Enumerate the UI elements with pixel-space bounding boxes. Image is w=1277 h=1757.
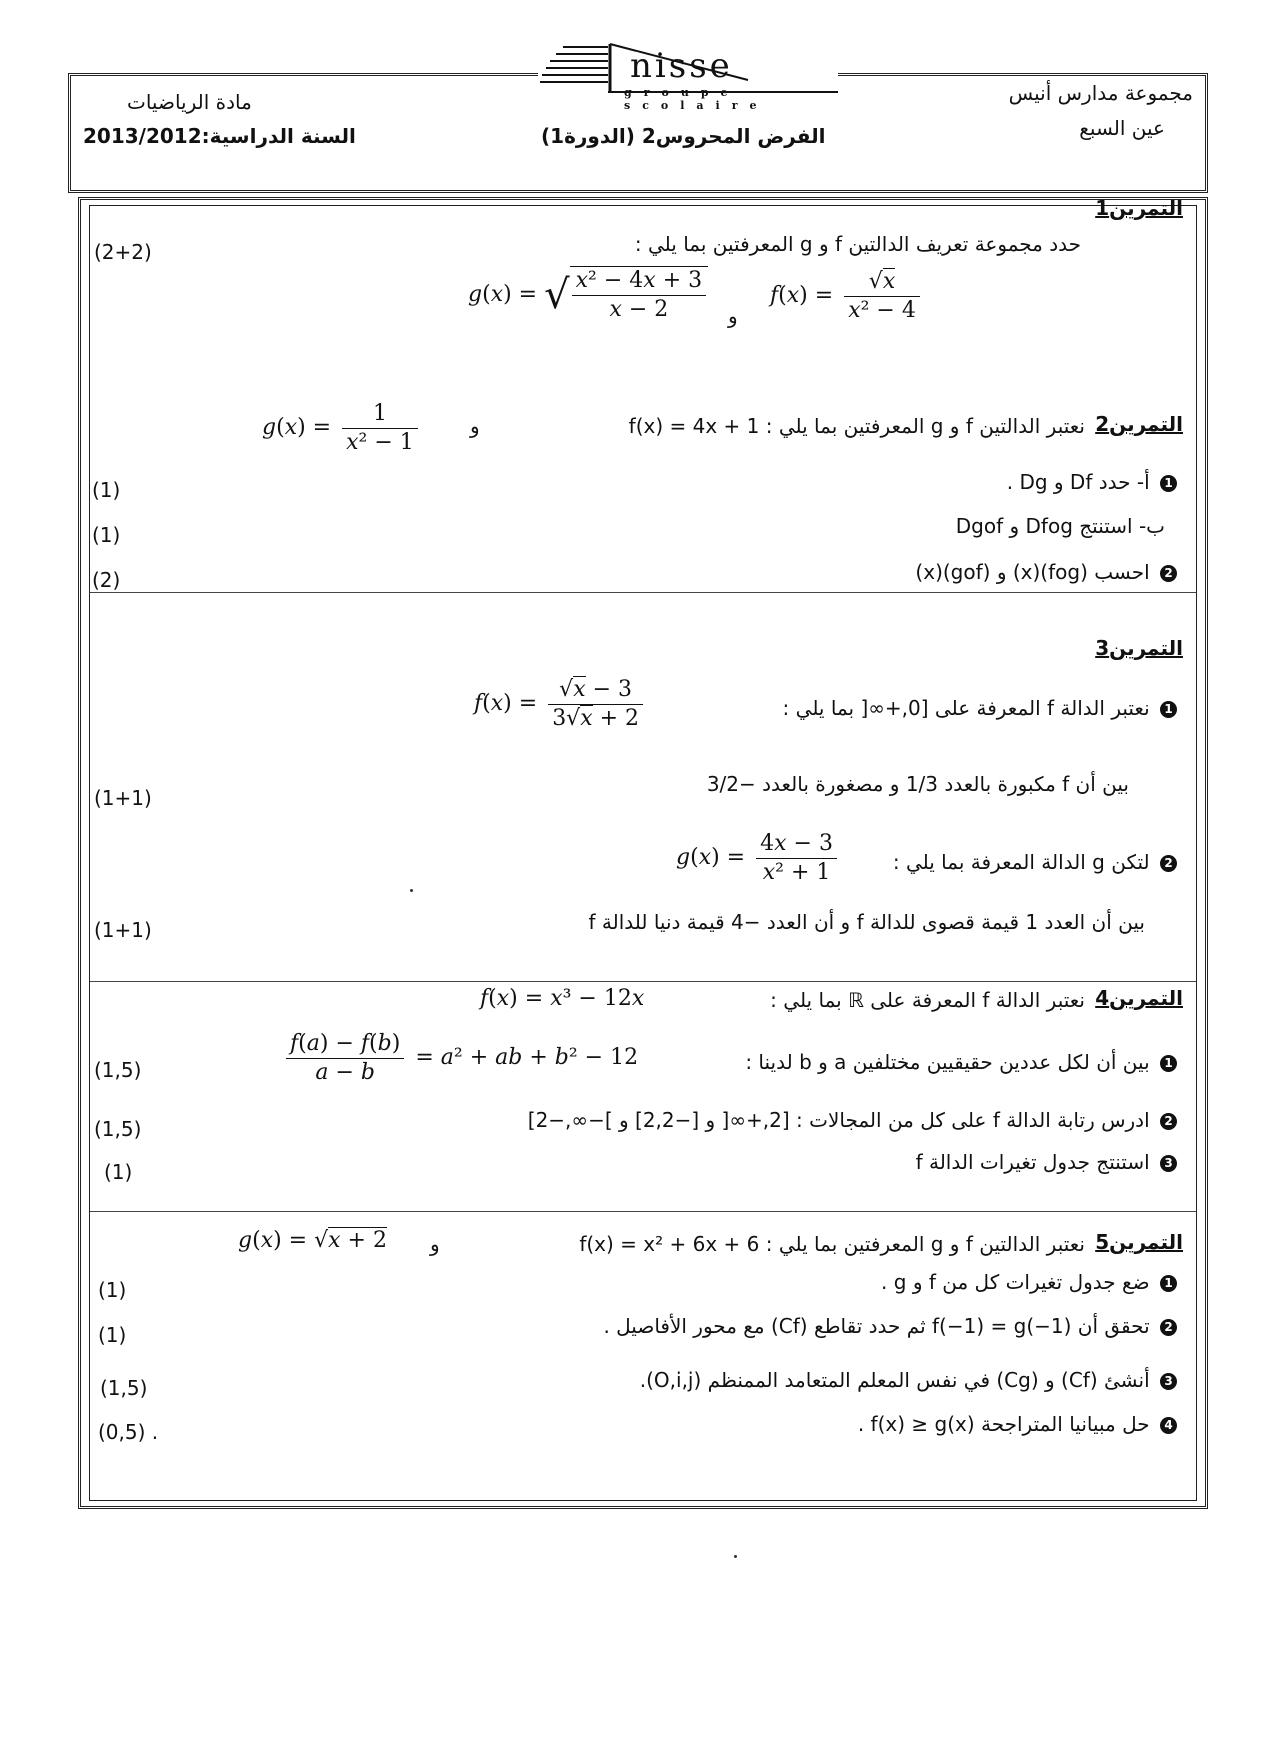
ex3-g-formula: g(x) = $\frac{4x - 3}{\text{x² + 1}}$ xyxy=(676,830,841,886)
ex3-points-2: (1+1) xyxy=(94,918,152,942)
ex3-f-formula: f(x) = $\frac{√x - 3}{3√x + 2}$ xyxy=(474,676,647,732)
ex4-q3: 3 استنتج جدول تغيرات الدالة f xyxy=(916,1150,1177,1174)
ex2-points-2: (1) xyxy=(92,523,121,547)
ex3-title: التمرين3 xyxy=(1095,636,1183,660)
ex2-q2: 2 احسب (fog)(x) و (gof)(x) xyxy=(915,560,1177,584)
ex5-points-1: (1) xyxy=(98,1278,127,1302)
ex2-title: التمرين2 xyxy=(1095,412,1183,436)
bullet-1-icon: 1 xyxy=(1160,1055,1177,1072)
ex4-q1: 1 بين أن لكل عددين حقيقيين مختلفين a و b لدينا : xyxy=(745,1050,1177,1074)
bullet-3-icon: 3 xyxy=(1160,1155,1177,1172)
ex4-intro: نعتبر الدالة f المعرفة على ℝ بما يلي : xyxy=(770,988,1085,1012)
ex2-g-formula: g(x) = $\frac{1}{\text{x² − 1}}$ xyxy=(262,400,422,456)
city: عين السبع xyxy=(1079,116,1165,140)
separator xyxy=(90,1211,1196,1212)
ex5-points-4: (0,5) . xyxy=(98,1420,159,1444)
ex3-q1: 1 نعتبر الدالة f المعرفة على [0,+∞[ بما يلي : xyxy=(783,696,1177,720)
bullet-2-icon: 2 xyxy=(1160,1113,1177,1130)
ex3-points-1: (1+1) xyxy=(94,786,152,810)
bullet-1-icon: 1 xyxy=(1160,1275,1177,1292)
ex4-points-3: (1) xyxy=(104,1160,133,1184)
ex4-points-1: (1,5) xyxy=(94,1058,142,1082)
logo-text: nisse xyxy=(630,46,733,86)
exam-title: الفرض المحروس2 (الدورة1) xyxy=(541,124,826,148)
bullet-1-icon: 1 xyxy=(1160,475,1177,492)
ex4-f-formula: f(x) = x³ − 12x xyxy=(480,986,645,1011)
ex2-intro: نعتبر الدالتين f و g المعرفتين بما يلي : f(x) = 4x + 1 xyxy=(628,414,1085,438)
ex5-q4: 4 حل مبيانيا المتراجحة f(x) ≥ g(x) . xyxy=(858,1412,1177,1436)
ex5-points-2: (1) xyxy=(98,1323,127,1347)
ex4-identity: $\frac{f(a) - f(b)}{a - b}$ = a² + ab + b² − 12 xyxy=(282,1030,638,1086)
separator xyxy=(90,981,1196,982)
bullet-3-icon: 3 xyxy=(1160,1373,1177,1390)
ex1-and: و xyxy=(728,304,738,328)
ex1-statement: حدد مجموعة تعريف الدالتين f و g المعرفتين بما يلي : xyxy=(634,232,1081,256)
school-name: مجموعة مدارس أنيس xyxy=(1008,81,1193,105)
bullet-2-icon: 2 xyxy=(1160,855,1177,872)
speck xyxy=(734,1555,737,1558)
ex2-and: و xyxy=(470,414,480,438)
ex5-q1: 1 ضع جدول تغيرات كل من f و g . xyxy=(881,1270,1177,1294)
ex5-intro: نعتبر الدالتين f و g المعرفتين بما يلي : f(x) = x² + 6x + 6 xyxy=(579,1232,1085,1256)
bullet-1-icon: 1 xyxy=(1160,701,1177,718)
school-year: السنة الدراسية:2013/2012 xyxy=(83,124,356,148)
ex1-g-formula: g(x) = √ $\frac{\text{x² − 4x + 3}}{x - 2}$ xyxy=(468,266,708,323)
ex4-title: التمرين4 xyxy=(1095,986,1183,1010)
bullet-2-icon: 2 xyxy=(1160,1319,1177,1336)
ex5-points-3: (1,5) xyxy=(100,1376,148,1400)
bullet-2-icon: 2 xyxy=(1160,565,1177,582)
ex4-points-2: (1,5) xyxy=(94,1117,142,1141)
logo-subtitle: groupe scolaire xyxy=(624,86,769,112)
separator xyxy=(90,592,1196,593)
ex2-points-1: (1) xyxy=(92,478,121,502)
ex3-q2: 2 لتكن g الدالة المعرفة بما يلي : xyxy=(893,850,1177,874)
ex2-q1a: 1 أ- حدد Df و Dg . xyxy=(1007,470,1177,494)
subject: مادة الرياضيات xyxy=(127,90,252,114)
ex5-q3: 3 أنشئ (Cf) و (Cg) في نفس المعلم المتعامد الممنظم (O,i,j). xyxy=(640,1368,1177,1392)
ex4-q2: 2 ادرس رتابة الدالة f على كل من المجالات : [2,+∞[ و [−2,2] و ]−∞,−2] xyxy=(528,1108,1177,1132)
ex3-q2b: بين أن العدد 1 قيمة قصوى للدالة f و أن العدد −4 قيمة دنيا للدالة f xyxy=(588,910,1145,934)
ex1-title: التمرين1 xyxy=(1095,196,1183,220)
bullet-4-icon: 4 xyxy=(1160,1417,1177,1434)
ex1-points: (2+2) xyxy=(94,240,152,264)
ex5-and: و xyxy=(430,1232,440,1256)
ex5-q2: 2 تحقق أن f(−1) = g(−1) ثم حدد تقاطع (Cf) مع محور الأفاصيل . xyxy=(603,1314,1177,1338)
speck xyxy=(410,889,413,892)
school-logo xyxy=(538,42,838,112)
ex5-g-formula: g(x) = √x + 2 xyxy=(238,1228,387,1253)
ex2-q1b: ب- استنتج Dfog و Dgof xyxy=(955,514,1165,538)
ex2-points-3: (2) xyxy=(92,568,121,592)
ex5-title: التمرين5 xyxy=(1095,1230,1183,1254)
ex3-q1b: بين أن f مكبورة بالعدد 1/3 و مصغورة بالعدد −3/2 xyxy=(706,772,1129,796)
ex1-f-formula: f(x) = $\frac{√x}{\text{x² − 4}}$ xyxy=(770,268,924,324)
